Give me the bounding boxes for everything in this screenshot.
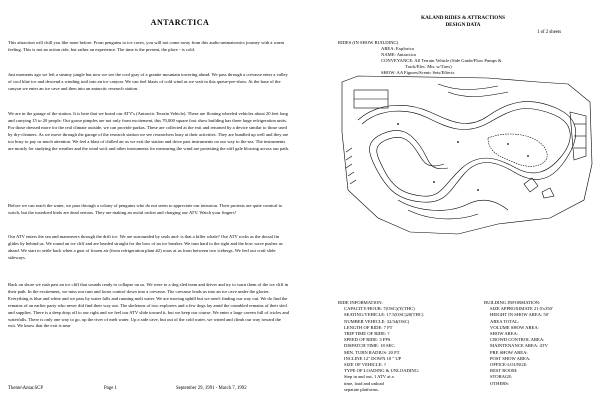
footer-date: September 29, 1991 - March 7, 1992 xyxy=(176,386,247,391)
conveyance-line-cont: Track/Elec. Mtr. w/Tires) xyxy=(405,64,452,69)
footer-filename: Theme\Antar.SCP xyxy=(8,386,44,391)
ride_info-line: separate platforms. xyxy=(344,386,379,392)
page-title: ANTARCTICA xyxy=(150,18,210,27)
design-data-header: DESIGN DATA xyxy=(445,22,481,28)
ride-path xyxy=(358,102,576,203)
paragraph-sea: Our ATV enters the sea and maneuvers through the drift ice. We are surrounded by seals and- is that a killer whale? Our ATV rocks as the dorsal fin glides by behind us. We round an ice cliff and are headed straight for the bow of an ice breaker. We turn hard to the right and the bow wave pushes us ahead. We start to settle back when a gust of frozen air (from refrigeration plant #2) roars at us from between two icebergs. We feel our craft slide sideways. xyxy=(8,234,283,260)
ride_info-line: LENGTH OF RIDE: 7 FT xyxy=(344,324,393,330)
building_info-line: CROWD CONTROL AREA: xyxy=(490,337,545,343)
building_info-line: VOLUME SHOW AREA: xyxy=(490,324,539,330)
ride_info-line: SPEED OF RIDE: 3 FPS xyxy=(344,337,391,343)
ride_info-line: MIN. TURN RADIUS: 20 FT. xyxy=(344,349,401,355)
building_info-line: SHOW AREA: xyxy=(490,331,519,336)
footer-page-number: Page 1 xyxy=(104,386,117,391)
ride_info-line: DISPATCH TIME: 18 SEC. xyxy=(344,343,396,349)
iceberg-2 xyxy=(542,188,554,198)
ride_info-line: time, load and unload xyxy=(344,380,384,386)
ride_info-line: NUMBER VEHICLE: 32/34(OSC) xyxy=(344,318,410,324)
sheet-count: 1 of 2 sheets xyxy=(537,30,562,35)
ride_info-line: TRIP TIME OF RIDE: ? xyxy=(344,331,390,336)
iceberg xyxy=(524,178,538,192)
building_info-line: BUILDING INFORMATION: xyxy=(484,300,541,305)
rock-hatch xyxy=(346,148,356,184)
name-line: NAME: Antarctica xyxy=(381,52,416,57)
show-line: SHOW: AA Figures/Scenic Sets/Effects xyxy=(381,70,455,75)
ride_info-line: SEATING/VEHICLE: 17.5(OSC)20(THC) xyxy=(344,312,424,318)
ride-path-inner xyxy=(362,108,570,196)
paragraph-penguins: Before we can reach the water, we pass through a colony of penguins who do not seem to appreciate our intrusion. Their protests are quite comical to watch, but the tuxedoed birds are dead serious. They are making an awful racket and charging our ATV. Watch your fingers! xyxy=(8,203,283,215)
sea-area xyxy=(488,134,547,166)
building_info-line: SIZE APPROXIMATE 21 0'x350' xyxy=(490,306,553,312)
building_info-line: POST SHOW AREA: xyxy=(490,355,531,361)
cave-contour-2 xyxy=(408,210,478,219)
ride_info-line: TYPE OF LOADING & UNLOADING: xyxy=(344,368,420,374)
building-outline xyxy=(342,76,592,234)
building_info-line: OTHERS: xyxy=(490,380,510,386)
paragraph-glacier: Back on shore we rush past an ice cliff that sounds ready to collapse on us. We were to a dog sled team and driver and try to warn them of the ice cliff in their path. In the excitement, we miss our turn and loose control down into a crevasse. The crevasse leads us into an ice cave under the glacier. Everything is blue and white and we pass by water falls and running melt water. We are moving uphill but we aren't finding our way out. We do find the remains of an earlier party who never did find their way out. The skeletons of two explorers and a few dogs lay amid the crumbled remains of their sled and supplies. There is a deep drop off to our right and we feel our ATV slide toward it, but we keep our course. We enter a large cavern full of icicles and waterfalls. There is only one way to go, up the river of melt water. Up a side cave, but out of the cold water, we wined and climb our way toward the exit. We know that the exit is near xyxy=(8,282,289,329)
glacier-lines xyxy=(438,84,508,97)
building_info-line: AREA TOTAL: xyxy=(490,318,520,324)
cave-contour xyxy=(398,200,508,210)
ride_info-line: CAPACITY/HOUR: 7(OSC)(Y(THC) xyxy=(344,306,415,312)
building_info-line: PRE SHOW AREA: xyxy=(490,349,528,355)
ride_info-line: Step in and out, 1 ATV at a xyxy=(344,374,394,380)
paragraph-intro: This attraction will chill you like none before. From penguins to ice caves, you will not come away from this audio-animatronics journey with a warm feeling. This is not an action ride, but rather an experience. The time is the present, the place - is cold. xyxy=(8,40,285,52)
building_info-line: OFFICE-LOUNGE: xyxy=(490,362,528,367)
rides-header: RIDES (IN SHOW BUILDING) xyxy=(338,40,399,45)
conveyance-line: CONVEYANCE: All Terrain Vehicle (Side Guide/Flow Pumps & xyxy=(381,58,502,63)
paragraph-queue: Just moments ago we left a steamy jungle but now we see the cool gray of a granite mountain towering ahead. We pass through a crevasse enter a valley of cool blue ice and descend a winding trail into an ice canyon. We can feel blasts of cold wind as we wait in this queue-pre-show. At the base of the canyon we enter an ice cave and then into an antarctic research station. xyxy=(8,72,288,91)
ride_info-line: SIZE OF VEHICLE: ? xyxy=(344,362,386,367)
ride_info-line: INCLINE 12" DOWN 10 " UP xyxy=(344,355,402,361)
building_info-line: REST ROOM: xyxy=(490,368,518,374)
site-plan-drawing xyxy=(338,72,596,242)
area-line: AREA: Explorica xyxy=(381,46,414,51)
building_info-line: HEIGHT IN SHOW AREA: 50' xyxy=(490,312,549,318)
building_info-line: MAINTENANCE AREA: 4TV xyxy=(490,343,548,349)
ride_info-line: RIDE INFORMATION: xyxy=(338,300,383,305)
paragraph-station: We are in the garage of the station. It is here that we board our ATV's (Antarctic Terrain Vehicle). These are floating wheeled vehicles about 20 feet long and carrying 15 to 20 people. Our goose pimples are not only from excitement, this 70,000 square foot show building has three large refrigeration units. For those dressed more for the real climate outside, we can provide parkas. These are collected at the exit and returned by a device similar to those used by dry-cleaners. As we move through the garage of the research station we see researchers busy at their activities. They are bundled up well and they are too busy to pay us much attention. We feel a blast of chilled air as we exit the station and drive past instruments on our way to the sea. The instruments are mostly for studying the weather and the wind sock and other instruments for measuring the wind are protesting the stiff gale blowing across our path. xyxy=(8,111,290,151)
company-header: KALAND RIDES & ATTRACTIONS xyxy=(421,15,505,21)
building_info-line: STORAGE: xyxy=(490,374,513,380)
